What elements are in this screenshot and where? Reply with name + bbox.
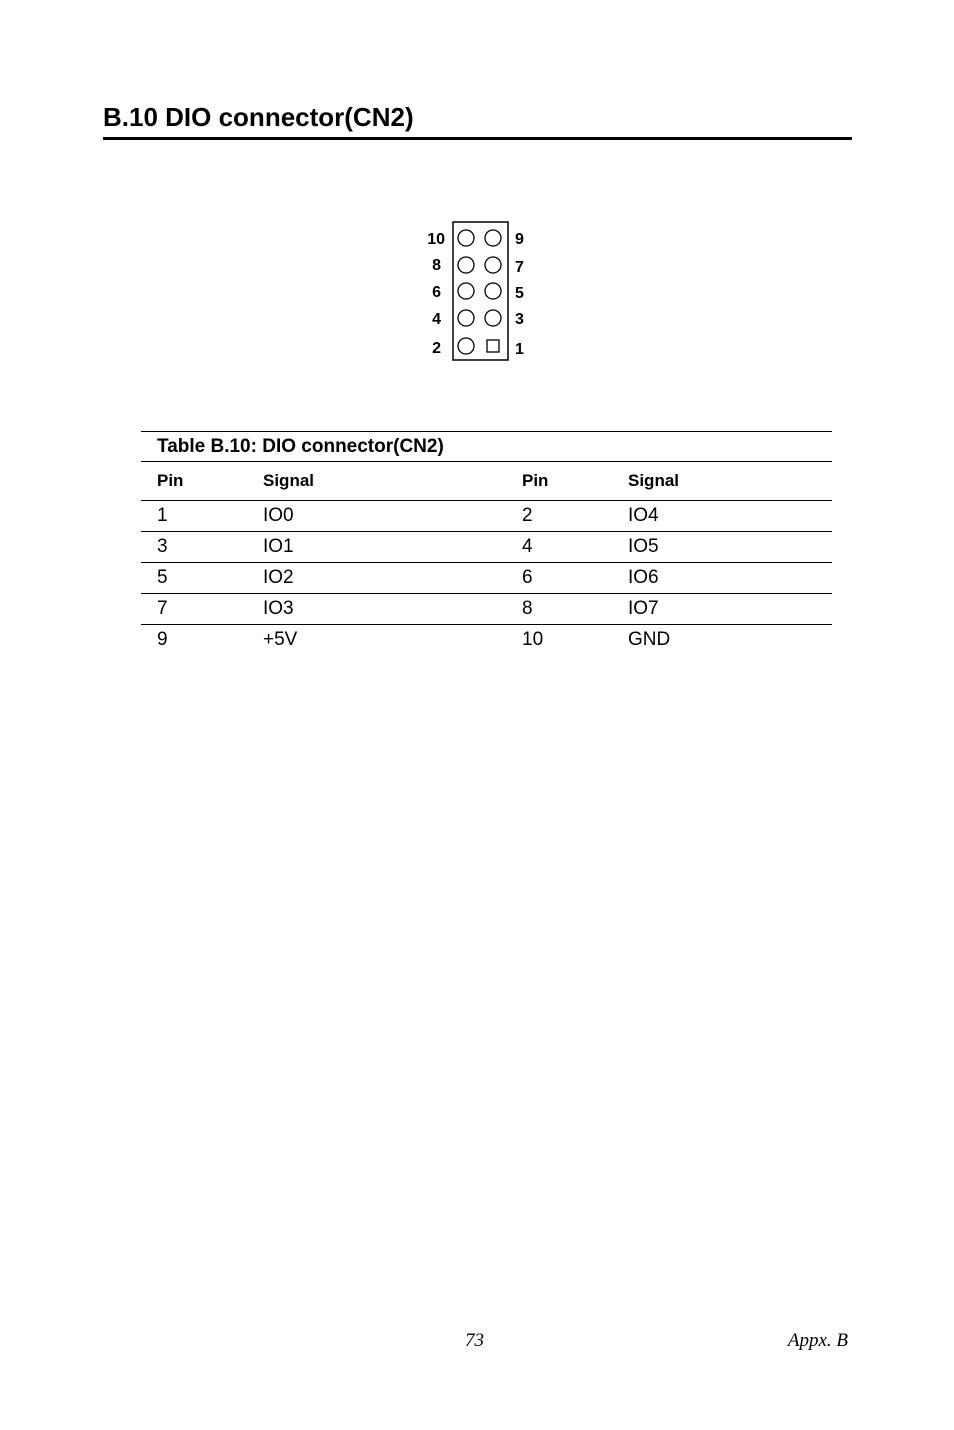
pin-3-hole xyxy=(485,310,501,326)
page-number: 73 xyxy=(465,1330,484,1351)
pin-2-hole xyxy=(458,338,474,354)
signal-cell: GND xyxy=(628,629,671,650)
header-signal: Signal xyxy=(247,462,506,501)
connector-diagram xyxy=(415,218,535,364)
table-header-row xyxy=(141,462,832,501)
title-divider xyxy=(103,137,852,140)
pin-8-hole xyxy=(458,257,474,273)
pin-label-right: 3 xyxy=(515,311,524,328)
signal-cell: IO6 xyxy=(612,563,832,594)
pin-cell: 8 xyxy=(506,594,612,625)
signal-cell: IO2 xyxy=(247,563,506,594)
header-pin: Pin xyxy=(506,462,612,501)
signal-cell: +5V xyxy=(263,629,298,650)
pin-label-left: 2 xyxy=(432,340,441,357)
signal-cell: IO0 xyxy=(247,501,506,532)
pin-cell: 4 xyxy=(506,532,612,563)
pin-6-hole xyxy=(458,283,474,299)
pin-label-right: 1 xyxy=(515,341,524,358)
pin-10-hole xyxy=(458,230,474,246)
section-title: B.10 DIO connector(CN2) xyxy=(103,102,414,132)
pin-cell: 7 xyxy=(141,594,247,625)
pin-5-hole xyxy=(485,283,501,299)
table-row xyxy=(141,532,832,563)
signal-cell: IO5 xyxy=(612,532,832,563)
pin-label-left: 10 xyxy=(427,231,445,248)
signal-cell: IO1 xyxy=(247,532,506,563)
pin-cell: 10 xyxy=(522,629,544,650)
pin-label-right: 7 xyxy=(515,259,524,276)
table-caption: Table B.10: DIO connector(CN2) xyxy=(141,432,832,462)
pin-7-hole xyxy=(485,257,501,273)
pin-cell: 6 xyxy=(506,563,612,594)
table-row xyxy=(141,501,832,532)
header-pin: Pin xyxy=(141,462,247,501)
signal-cell: IO4 xyxy=(612,501,832,532)
pin-label-right: 5 xyxy=(515,285,524,302)
table-row xyxy=(141,625,832,656)
pin-4-hole xyxy=(458,310,474,326)
pin-cell: 9 xyxy=(157,629,168,650)
pin-label-left: 4 xyxy=(432,311,441,328)
pin-label-left: 8 xyxy=(432,257,441,274)
signal-cell: IO7 xyxy=(612,594,832,625)
pin-cell: 2 xyxy=(506,501,612,532)
pin-assignment-table xyxy=(141,431,832,655)
pin-label-left: 6 xyxy=(432,284,441,301)
signal-cell: IO3 xyxy=(247,594,506,625)
pin-cell: 1 xyxy=(141,501,247,532)
table-caption-row xyxy=(141,432,832,462)
pin-1-square-pad xyxy=(487,340,499,352)
pin-label-right: 9 xyxy=(515,231,524,248)
pin-cell: 3 xyxy=(141,532,247,563)
header-signal: Signal xyxy=(612,462,832,501)
pin-9-hole xyxy=(485,230,501,246)
table-row xyxy=(141,563,832,594)
appendix-label: Appx. B xyxy=(787,1330,848,1351)
table-row xyxy=(141,594,832,625)
pin-cell: 5 xyxy=(141,563,247,594)
